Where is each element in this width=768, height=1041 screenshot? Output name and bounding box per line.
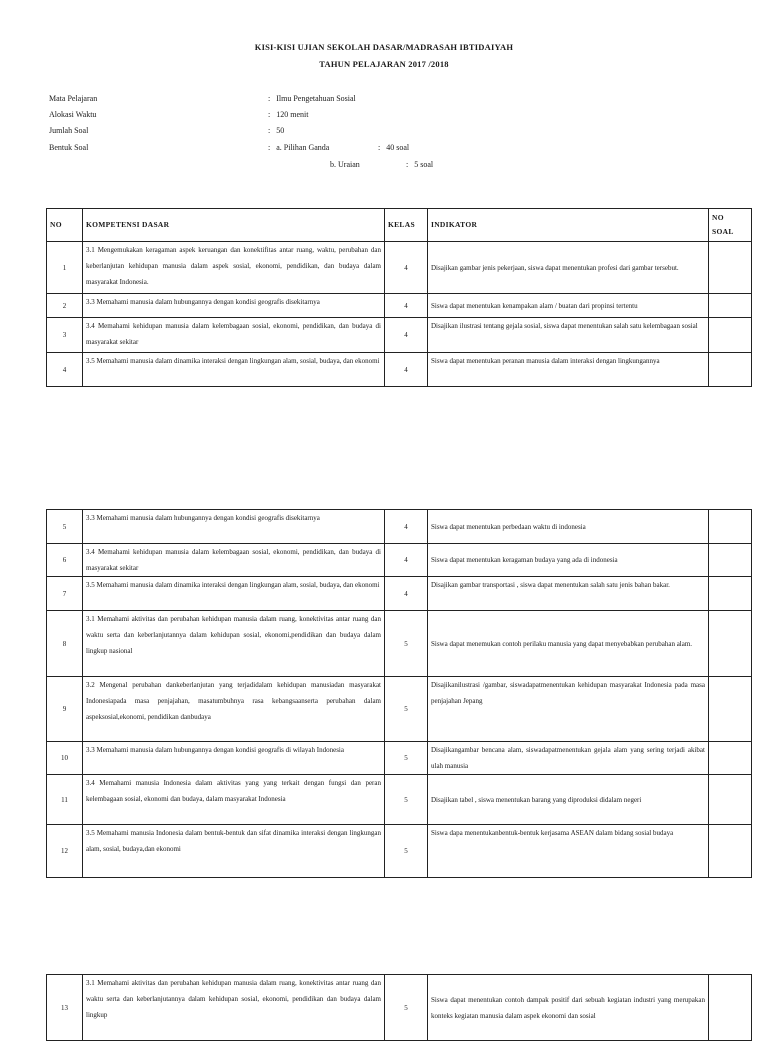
row-number: 4 (47, 353, 83, 387)
kelas-cell: 4 (385, 242, 428, 294)
row-number: 9 (47, 677, 83, 742)
kelas-cell: 4 (385, 318, 428, 353)
indikator-cell: Siswa dapat menentukan peranan manusia dalam interaksi dengan lingkungannya (428, 353, 709, 387)
table-row (47, 742, 752, 775)
table-row (47, 544, 752, 577)
kompetensi-dasar-cell: 3.1 Mengemukakan keragaman aspek keruangan dan konektifitas antar ruang, waktu, perubahan dan keberlanjutan kehidupan manusia dalam aspek sosial, ekonomi, pendidikan, dan budaya dalam masyarakat Indonesia. (83, 242, 385, 294)
header-kompetensi-dasar: KOMPETENSI DASAR (83, 209, 385, 242)
row-number: 12 (47, 825, 83, 878)
header-kelas: KELAS (385, 209, 428, 242)
table-header-row (47, 209, 752, 242)
bentuk-a-value: : 40 soal (378, 143, 410, 152)
kisi-table-1 (46, 208, 752, 387)
header-no: NO (47, 209, 83, 242)
table-row (47, 510, 752, 544)
document-subtitle: TAHUN PELAJARAN 2017 /2018 (319, 59, 449, 69)
table-row (47, 825, 752, 878)
table-row (47, 677, 752, 742)
indikator-cell: Disajikangambar bencana alam, siswadapatmenentukan gejala alam yang sering terjadi akibat ulah manusia (428, 742, 709, 775)
table-row (47, 611, 752, 677)
kompetensi-dasar-cell: 3.3 Memahami manusia dalam hubungannya dengan kondisi geografis di wilayah Indonesia (83, 742, 385, 775)
bentuk-b: b. Uraian (330, 160, 360, 169)
kelas-cell: 5 (385, 742, 428, 775)
table-row (47, 294, 752, 318)
indikator-cell: Disajikan ilustrasi tentang gejala sosial, siswa dapat menentukan salah satu kelembagaan sosial (428, 318, 709, 353)
row-number: 2 (47, 294, 83, 318)
no-soal-cell (709, 318, 752, 353)
row-number: 8 (47, 611, 83, 677)
kompetensi-dasar-cell: 3.1 Memahami aktivitas dan perubahan kehidupan manusia dalam ruang, konektivitas antar ruang dan waktu serta dan keberlanjutannya dalam kehidupan sosial, ekonomi,pendidikan dan budaya dalam lingkup nasional (83, 611, 385, 677)
bentuk-a: : a. Pilihan Ganda (268, 143, 330, 152)
row-number: 11 (47, 775, 83, 825)
kelas-cell: 4 (385, 294, 428, 318)
kelas-cell: 4 (385, 544, 428, 577)
row-number: 5 (47, 510, 83, 544)
row-number: 3 (47, 318, 83, 353)
kelas-cell: 4 (385, 510, 428, 544)
kompetensi-dasar-cell: 3.4 Memahami kehidupan manusia dalam kelembagaan sosial, ekonomi, pendidikan, dan budaya di masyarakat sekitar (83, 544, 385, 577)
kompetensi-dasar-cell: 3.2 Mengenal perubahan dankeberlanjutan yang terjadidalam kehidupan manusiadan masyarakat Indonesiapada masa penjajahan, masatumbuhnya rasa kebangsaanserta perubahan dalam aspeksosial,ekonomi, pendidikan danbudaya (83, 677, 385, 742)
alokasi-label: Alokasi Waktu (49, 110, 97, 119)
row-number: 7 (47, 577, 83, 611)
indikator-cell: Disajikanilustrasi /gambar, siswadapatmenentukan kehidupan masyarakat Indonesia pada masa penjajahan Jepang (428, 677, 709, 742)
table-row (47, 318, 752, 353)
table-row (47, 975, 752, 1041)
kompetensi-dasar-cell: 3.4 Memahami kehidupan manusia dalam kelembagaan sosial, ekonomi, pendidikan, dan budaya di masyarakat sekitar (83, 318, 385, 353)
no-soal-cell (709, 975, 752, 1041)
kompetensi-dasar-cell: 3.5 Memahami manusia dalam dinamika interaksi dengan lingkungan alam, sosial, budaya, dan ekonomi (83, 353, 385, 387)
row-number: 6 (47, 544, 83, 577)
no-soal-cell (709, 242, 752, 294)
kelas-cell: 5 (385, 611, 428, 677)
kelas-cell: 5 (385, 677, 428, 742)
row-number: 1 (47, 242, 83, 294)
document-title: KISI-KISI UJIAN SEKOLAH DASAR/MADRASAH IBTIDAIYAH (254, 42, 514, 52)
kelas-cell: 5 (385, 825, 428, 878)
mapel-value: : Ilmu Pengetahuan Sosial (268, 94, 356, 103)
no-soal-cell (709, 353, 752, 387)
no-soal-cell (709, 677, 752, 742)
kisi-table-3 (46, 974, 752, 1041)
table-row (47, 353, 752, 387)
kompetensi-dasar-cell: 3.3 Memahami manusia dalam hubungannya dengan kondisi geografis disekitarnya (83, 294, 385, 318)
no-soal-cell (709, 825, 752, 878)
kompetensi-dasar-cell: 3.5 Memahami manusia dalam dinamika interaksi dengan lingkungan alam, sosial, budaya, dan ekonomi (83, 577, 385, 611)
jumlah-value: : 50 (268, 126, 285, 135)
indikator-cell: Siswa dapat menemukan contoh perilaku manusia yang dapat menyebabkan perubahan alam. (428, 611, 709, 677)
header-no-soal: NO SOAL (709, 209, 752, 242)
indikator-cell: Siswa dapat menentukan perbedaan waktu di indonesia (428, 510, 709, 544)
indikator-cell: Disajikan gambar transportasi , siswa dapat menentukan salah satu jenis bahan bakar. (428, 577, 709, 611)
kompetensi-dasar-cell: 3.1 Memahami aktivitas dan perubahan kehidupan manusia dalam ruang, konektivitas antar ruang dan waktu serta dan keberlanjutannya dalam kehidupan sosial, ekonomi, pendidikan dan budaya dalam lingkup (83, 975, 385, 1041)
row-number: 10 (47, 742, 83, 775)
table-row (47, 242, 752, 294)
kompetensi-dasar-cell: 3.4 Memahami manusia Indonesia dalam aktivitas yang yang terkait dengan fungsi dan peran kelembagaan sosial, ekonomi dan budaya, dalam masyarakat Indonesia (83, 775, 385, 825)
header-indikator: INDIKATOR (428, 209, 709, 242)
alokasi-value: : 120 menit (268, 110, 309, 119)
table-row (47, 577, 752, 611)
kelas-cell: 4 (385, 353, 428, 387)
indikator-cell: Siswa dapat menentukan keragaman budaya yang ada di indonesia (428, 544, 709, 577)
no-soal-cell (709, 742, 752, 775)
row-number: 13 (47, 975, 83, 1041)
table-row (47, 775, 752, 825)
indikator-cell: Disajikan gambar jenis pekerjaan, siswa dapat menentukan profesi dari gambar tersebut. (428, 242, 709, 294)
indikator-cell: Siswa dapa menentukanbentuk-bentuk kerjasama ASEAN dalam bidang sosial budaya (428, 825, 709, 878)
kelas-cell: 5 (385, 975, 428, 1041)
bentuk-b-value: : 5 soal (406, 160, 434, 169)
kompetensi-dasar-cell: 3.5 Memahami manusia Indonesia dalam bentuk-bentuk dan sifat dinamika interaksi dengan lingkungan alam, sosial, budaya,dan ekonomi (83, 825, 385, 878)
kelas-cell: 4 (385, 577, 428, 611)
bentuk-label: Bentuk Soal (49, 143, 89, 152)
no-soal-cell (709, 510, 752, 544)
no-soal-cell (709, 775, 752, 825)
kisi-table-2 (46, 509, 752, 878)
kelas-cell: 5 (385, 775, 428, 825)
indikator-cell: Siswa dapat menentukan kenampakan alam / buatan dari propinsi tertentu (428, 294, 709, 318)
indikator-cell: Disajikan tabel , siswa menentukan barang yang diproduksi didalam negeri (428, 775, 709, 825)
kompetensi-dasar-cell: 3.3 Memahami manusia dalam hubungannya dengan kondisi geografis disekitarnya (83, 510, 385, 544)
indikator-cell: Siswa dapat menentukan contoh dampak positif dari sebuah kegiatan industri yang merupakan konteks kegiatan manusia dalam aspek ekonomi dan sosial (428, 975, 709, 1041)
no-soal-cell (709, 294, 752, 318)
mapel-label: Mata Pelajaran (49, 94, 98, 103)
no-soal-cell (709, 611, 752, 677)
jumlah-label: Jumlah Soal (49, 126, 89, 135)
no-soal-cell (709, 577, 752, 611)
no-soal-cell (709, 544, 752, 577)
